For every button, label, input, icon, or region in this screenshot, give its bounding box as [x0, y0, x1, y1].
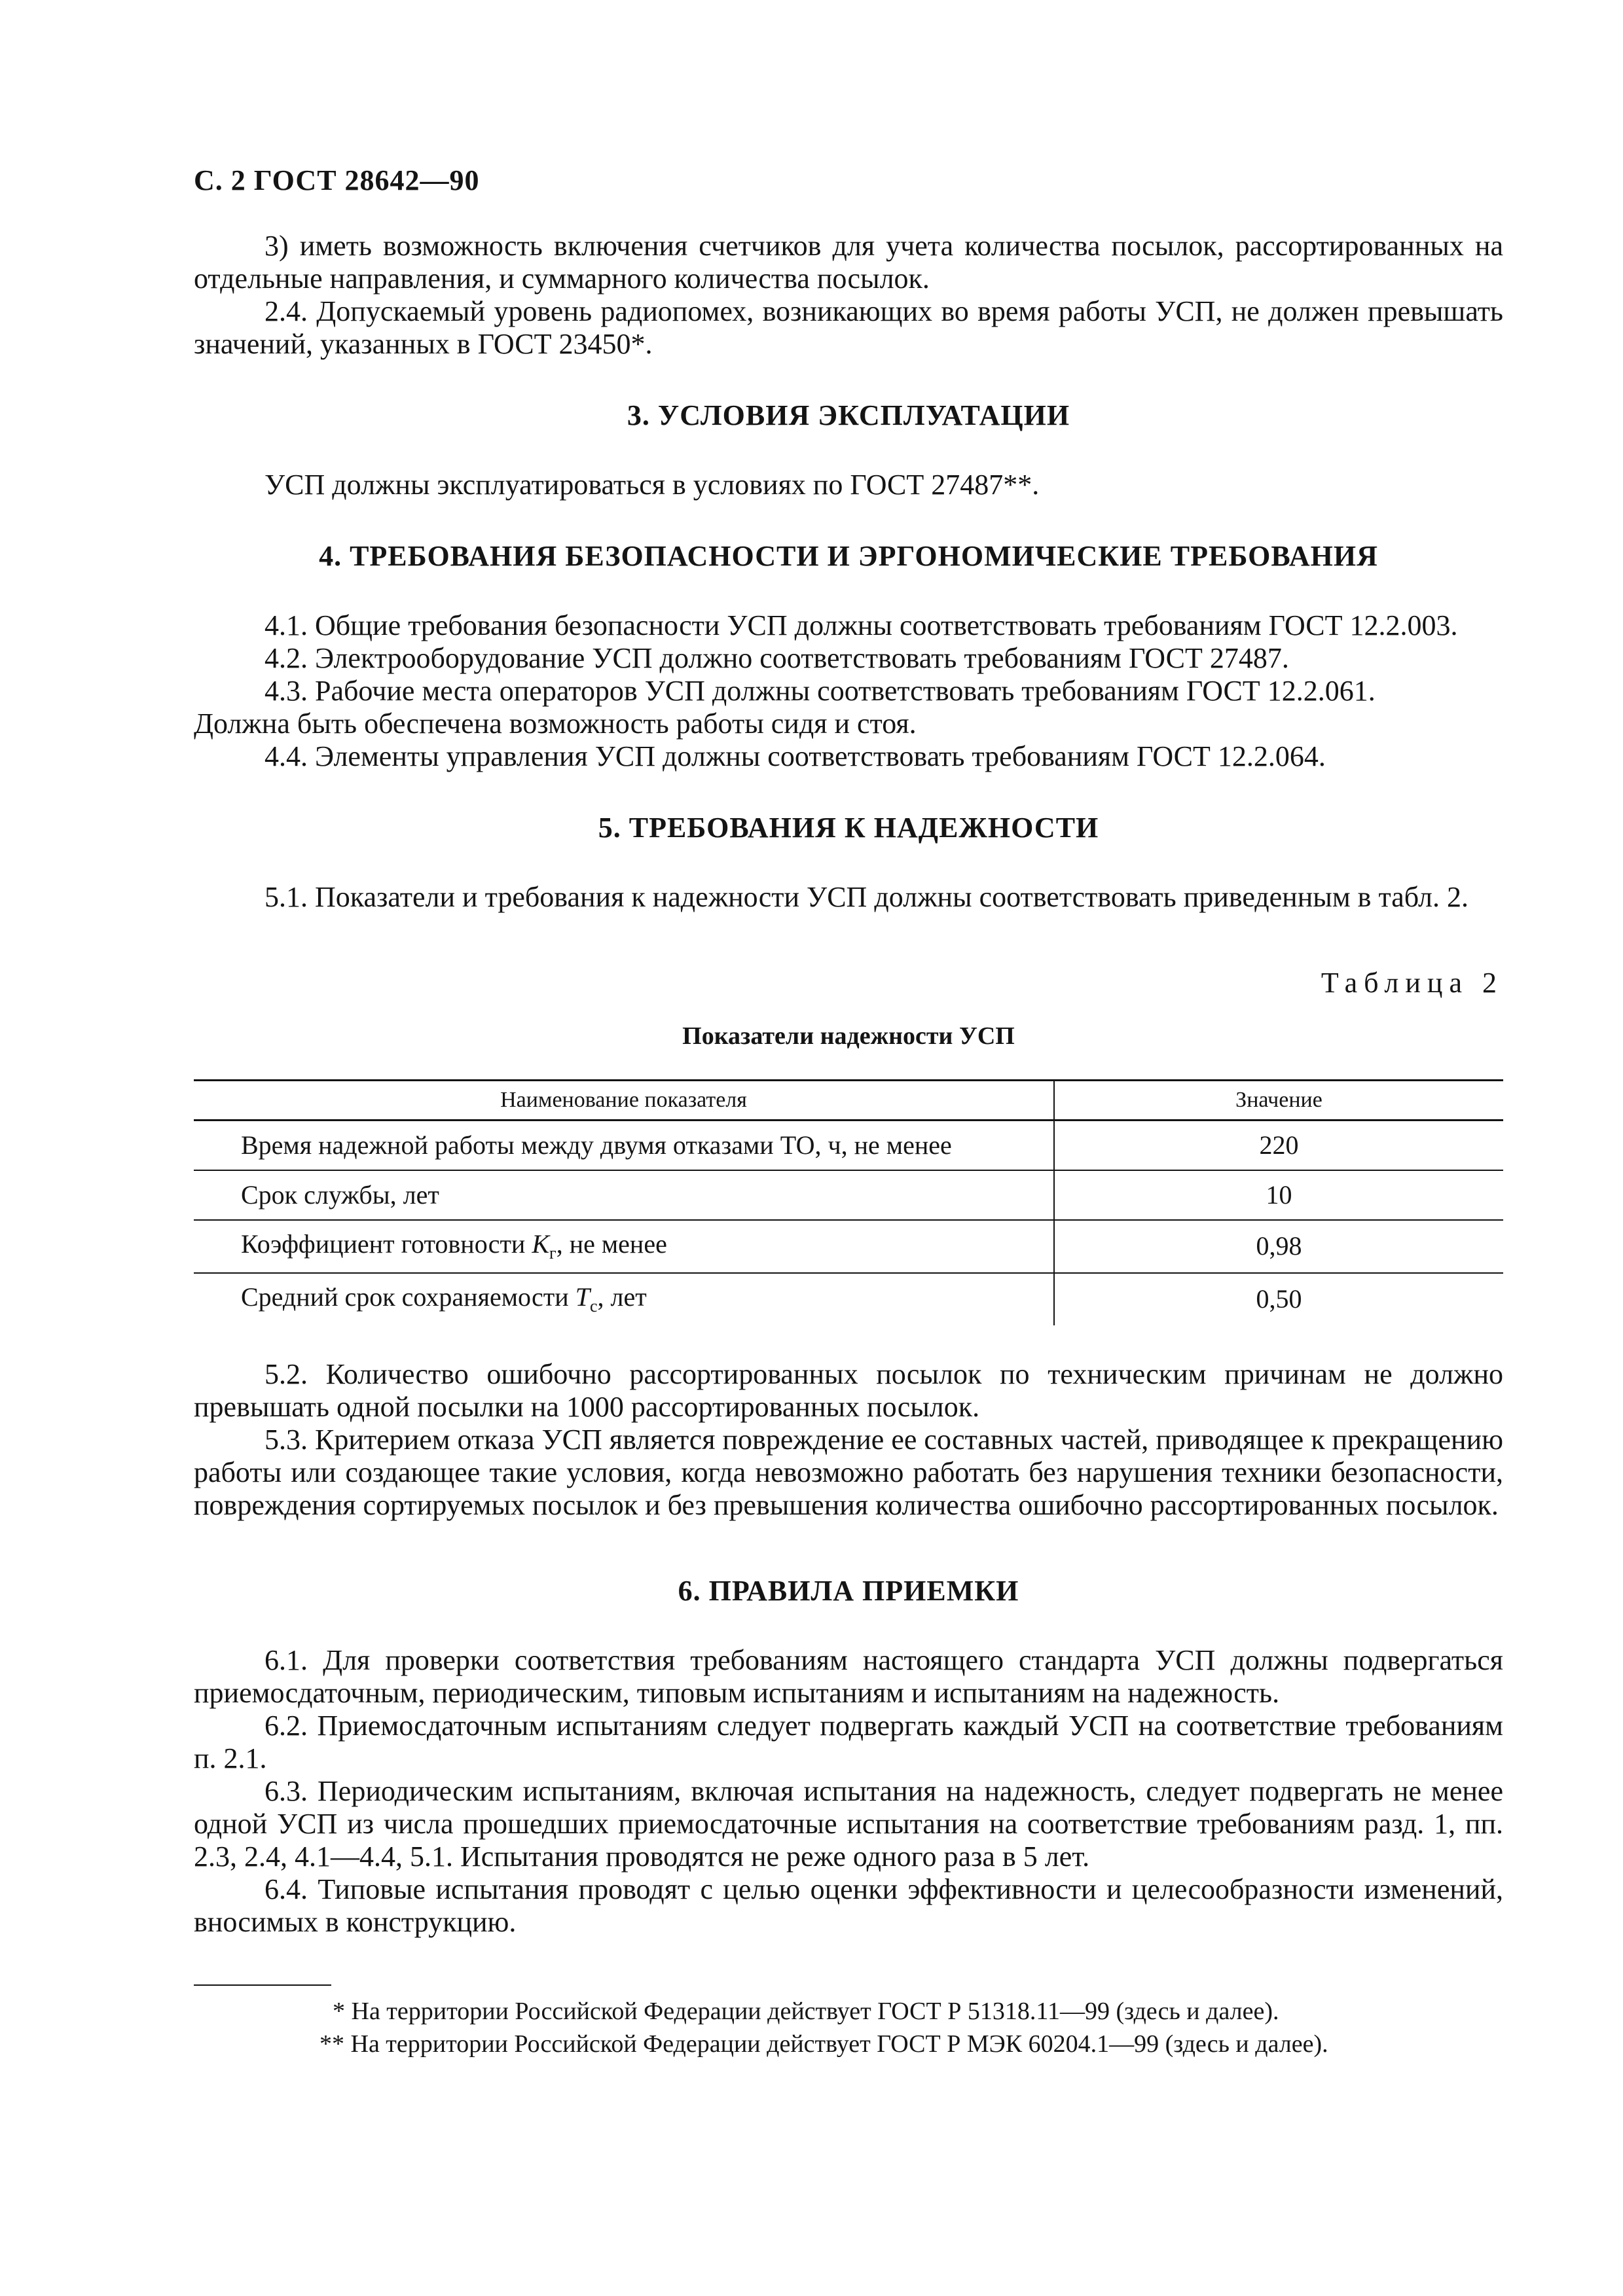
paragraph-5-1: 5.1. Показатели и требования к надежности УСП должны соответствовать приведенным в табл. 2.	[264, 881, 1468, 913]
period-symbol: T	[575, 1282, 590, 1312]
table-row	[194, 1121, 1503, 1171]
row-name	[194, 1220, 1054, 1273]
row-name-suffix: , не менее	[556, 1229, 667, 1259]
paragraph-4-1: 4.1. Общие требования безопасности УСП должны соответствовать требованиям ГОСТ 12.2.003.	[264, 609, 1458, 641]
running-head: С. 2 ГОСТ 28642—90	[194, 164, 480, 196]
coefficient-symbol: K	[532, 1229, 550, 1259]
table-header-row	[194, 1081, 1503, 1121]
paragraph-6-1: 6.1. Для проверки соответствия требованиям настоящего стандарта УСП должны подвергаться приемосдаточным, периодическим, типовым испытаниям и испытаниям на надежность.	[194, 1644, 1503, 1709]
section-3-heading: 3. УСЛОВИЯ ЭКСПЛУАТАЦИИ	[627, 399, 1070, 431]
table-title: Показатели надежности УСП	[682, 1022, 1015, 1050]
coefficient-subscript: г	[549, 1244, 556, 1263]
paragraph-3-text: УСП должны эксплуатироваться в условиях по ГОСТ 27487**.	[264, 469, 1040, 501]
row-name-prefix: Коэффициент готовности	[241, 1229, 532, 1259]
row-value: 0,98	[1054, 1220, 1503, 1273]
row-name: Срок службы, лет	[194, 1170, 1054, 1220]
section-4-heading: 4. ТРЕБОВАНИЯ БЕЗОПАСНОСТИ И ЭРГОНОМИЧЕСКИЕ ТРЕБОВАНИЯ	[319, 540, 1378, 572]
paragraph-6-2: 6.2. Приемосдаточным испытаниям следует подвергать каждый УСП на соответствие требованиям п. 2.1.	[194, 1710, 1503, 1774]
paragraph-6-3: 6.3. Периодическим испытаниям, включая испытания на надежность, следует подвергать не менее одной УСП из числа прошедших приемосдаточные испытания на соответствие требованиям разд. 1, пп. 2.3, 2.4, 4.1—4.4, 5.1. Испытания проводятся не реже одного раза в 5 лет.	[194, 1775, 1503, 1873]
paragraph-5-3: 5.3. Критерием отказа УСП является повреждение ее составных частей, приводящее к прекращению работы или создающее такие условия, когда невозможно работать без нарушения техники безопасности, повреждения сортируемых посылок и без превышения количества ошибочно рассортированных посылок.	[194, 1424, 1503, 1521]
column-header-value: Значение	[1054, 1081, 1503, 1121]
table-number: Таблица 2	[1321, 967, 1503, 999]
row-name-prefix: Средний срок сохраняемости	[241, 1282, 575, 1312]
row-value: 220	[1054, 1121, 1503, 1171]
paragraph-2-4: 2.4. Допускаемый уровень радиопомех, возникающих во время работы УСП, не должен превышать значений, указанных в ГОСТ 23450*.	[194, 295, 1503, 360]
row-value: 10	[1054, 1170, 1503, 1220]
paragraph-4-3: 4.3. Рабочие места операторов УСП должны соответствовать требованиям ГОСТ 12.2.061.	[264, 675, 1376, 707]
section-5-heading: 5. ТРЕБОВАНИЯ К НАДЕЖНОСТИ	[598, 812, 1099, 844]
section-6-heading: 6. ПРАВИЛА ПРИЕМКИ	[678, 1575, 1019, 1607]
paragraph-item-3: 3) иметь возможность включения счетчиков для учета количества посылок, рассортированных на отдельные направления, и суммарного количества посылок.	[194, 230, 1503, 295]
paragraph-4-3-continued: Должна быть обеспечена возможность работы сидя и стоя.	[194, 708, 917, 740]
row-value: 0,50	[1256, 1284, 1302, 1314]
footnote-1: * На территории Российской Федерации действует ГОСТ Р 51318.11—99 (здесь и далее).	[333, 1998, 1279, 2025]
paragraph-4-4: 4.4. Элементы управления УСП должны соответствовать требованиям ГОСТ 12.2.064.	[264, 740, 1326, 772]
column-header-name: Наименование показателя	[194, 1081, 1054, 1121]
paragraph-5-2: 5.2. Количество ошибочно рассортированных посылок по техническим причинам не должно превышать одной посылки на 1000 рассортированных посылок.	[194, 1358, 1503, 1423]
row-name-suffix: , лет	[597, 1282, 647, 1312]
document-page	[194, 164, 1503, 2060]
period-subscript: с	[589, 1297, 598, 1316]
footnote-2: ** На территории Российской Федерации действует ГОСТ Р МЭК 60204.1—99 (здесь и далее).	[319, 2030, 1328, 2058]
table-row	[194, 1170, 1503, 1220]
table-row	[194, 1273, 1503, 1325]
row-name: Время надежной работы между двумя отказами ТО, ч, не менее	[194, 1121, 1054, 1171]
row-name	[194, 1273, 1054, 1325]
reliability-table	[194, 1079, 1503, 1325]
footnote-divider	[194, 1984, 331, 1986]
table-row	[194, 1220, 1503, 1273]
paragraph-6-4: 6.4. Типовые испытания проводят с целью оценки эффективности и целесообразности изменений, вносимых в конструкцию.	[194, 1873, 1503, 1938]
paragraph-4-2: 4.2. Электрооборудование УСП должно соответствовать требованиям ГОСТ 27487.	[264, 642, 1289, 674]
